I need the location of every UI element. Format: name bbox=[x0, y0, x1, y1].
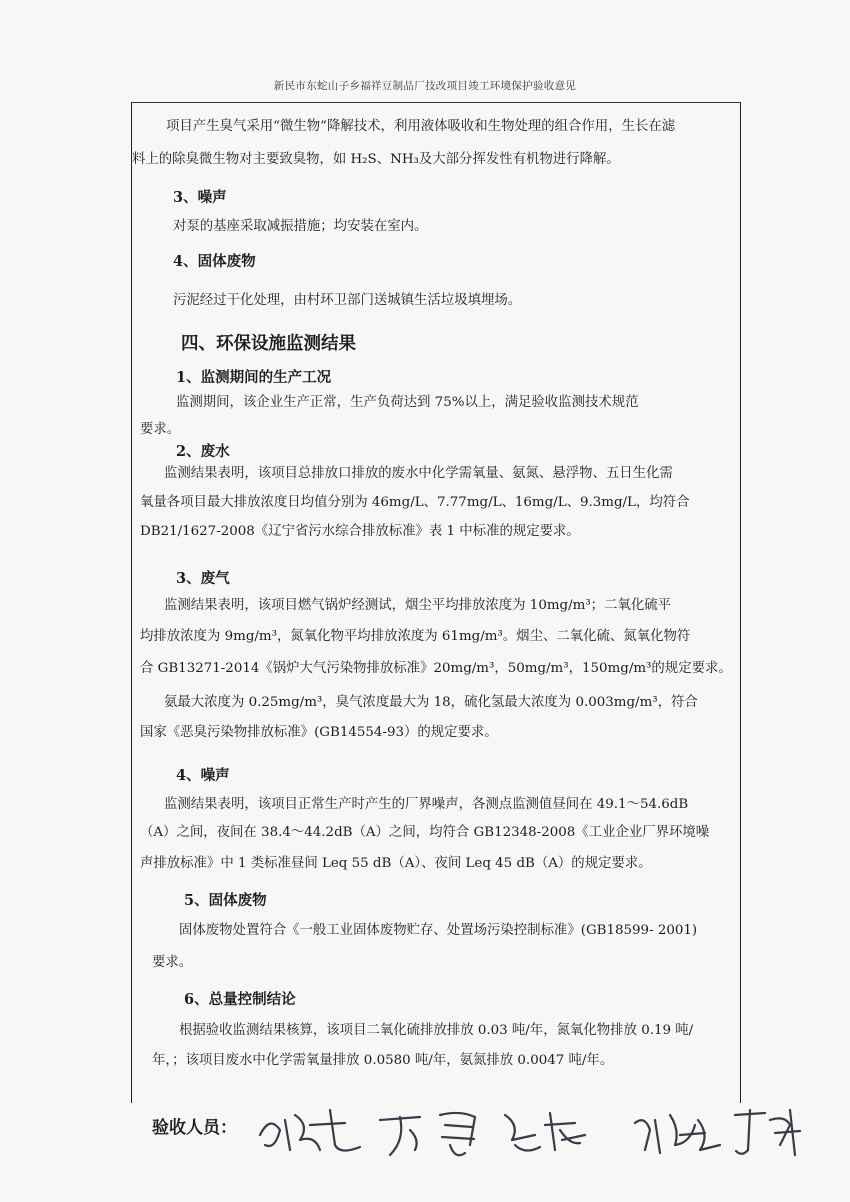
subsection-heading: 4、固体废物 bbox=[173, 253, 256, 270]
paragraph-line: 监测结果表明，该项目燃气锅炉经测试，烟尘平均排放浓度为 10mg/m³；二氧化硫平 bbox=[164, 598, 672, 613]
subsection-heading: 4、噪声 bbox=[176, 767, 230, 784]
paragraph-line: 料上的除臭微生物对主要致臭物，如 H₂S、NH₃及大部分挥发性有机物进行降解。 bbox=[132, 152, 620, 167]
subsection-heading: 3、噪声 bbox=[173, 189, 227, 206]
paragraph-line: 监测期间，该企业生产正常，生产负荷达到 75%以上，满足验收监测技术规范 bbox=[176, 395, 639, 410]
paragraph-line: （A）之间，夜间在 38.4～44.2dB（A）之间，均符合 GB12348-2008《工业企业厂界环境噪 bbox=[140, 825, 710, 840]
subsection-heading: 2、废水 bbox=[176, 443, 230, 460]
paragraph-line: 项目产生臭气采用“微生物”降解技术，利用液体吸收和生物处理的组合作用，生长在滤 bbox=[166, 119, 676, 134]
subsection-heading: 1、监测期间的生产工况 bbox=[176, 369, 332, 386]
section-heading: 四、环保设施监测结果 bbox=[181, 334, 356, 354]
paragraph-line: 要求。 bbox=[140, 422, 181, 437]
subsection-heading: 5、固体废物 bbox=[184, 892, 267, 909]
handwritten-signatures bbox=[250, 1095, 810, 1165]
paragraph-line: 监测结果表明，该项目正常生产时产生的厂界噪声，各测点监测值昼间在 49.1～54.6dB bbox=[164, 797, 689, 812]
paragraph-line: 污泥经过干化处理，由村环卫部门送城镇生活垃圾填埋场。 bbox=[173, 293, 522, 308]
paragraph-line: 根据验收监测结果核算，该项目二氧化硫排放排放 0.03 吨/年，氮氧化物排放 0.19 吨/ bbox=[179, 1023, 694, 1038]
paragraph-line: 对泵的基座采取减振措施；均安装在室内。 bbox=[173, 219, 428, 234]
paragraph-line: 氧量各项目最大排放浓度日均值分别为 46mg/L、7.77mg/L、16mg/L、9.3mg/L，均符合 bbox=[140, 495, 690, 510]
paragraph-line: DB21/1627-2008《辽宁省污水综合排放标准》表 1 中标准的规定要求。 bbox=[140, 524, 580, 539]
paragraph-line: 合 GB13271-2014《锅炉大气污染物排放标准》20mg/m³，50mg/m³，150mg/m³的规定要求。 bbox=[140, 661, 732, 676]
paragraph-line: 声排放标准》中 1 类标准昼间 Leq 55 dB（A）、夜间 Leq 45 dB（A）的规定要求。 bbox=[140, 856, 652, 871]
paragraph-line: 固体废物处置符合《一般工业固体废物贮存、处置场污染控制标准》(GB18599- 2001) bbox=[179, 923, 698, 938]
paragraph-line: 氨最大浓度为 0.25mg/m³，臭气浓度最大为 18，硫化氢最大浓度为 0.003mg/m³，符合 bbox=[164, 695, 698, 710]
paragraph-line: 均排放浓度为 9mg/m³，氮氧化物平均排放浓度为 61mg/m³。烟尘、二氧化硫、氮氧化物符 bbox=[140, 629, 691, 644]
subsection-heading: 6、总量控制结论 bbox=[184, 991, 296, 1008]
subsection-heading: 3、废气 bbox=[176, 570, 230, 587]
paragraph-line: 监测结果表明，该项目总排放口排放的废水中化学需氧量、氨氮、悬浮物、五日生化需 bbox=[164, 466, 673, 481]
paragraph-line: 国家《恶臭污染物排放标准》(GB14554-93）的规定要求。 bbox=[140, 725, 498, 740]
paragraph-line: 要求。 bbox=[152, 955, 193, 970]
page-header: 新民市东蛇山子乡福祥豆制品厂技改项目竣工环境保护验收意见 bbox=[273, 80, 577, 92]
paragraph-line: 年，；该项目废水中化学需氧量排放 0.0580 吨/年，氨氮排放 0.0047 吨/年。 bbox=[152, 1053, 614, 1068]
signature-label: 验收人员： bbox=[152, 1118, 237, 1138]
